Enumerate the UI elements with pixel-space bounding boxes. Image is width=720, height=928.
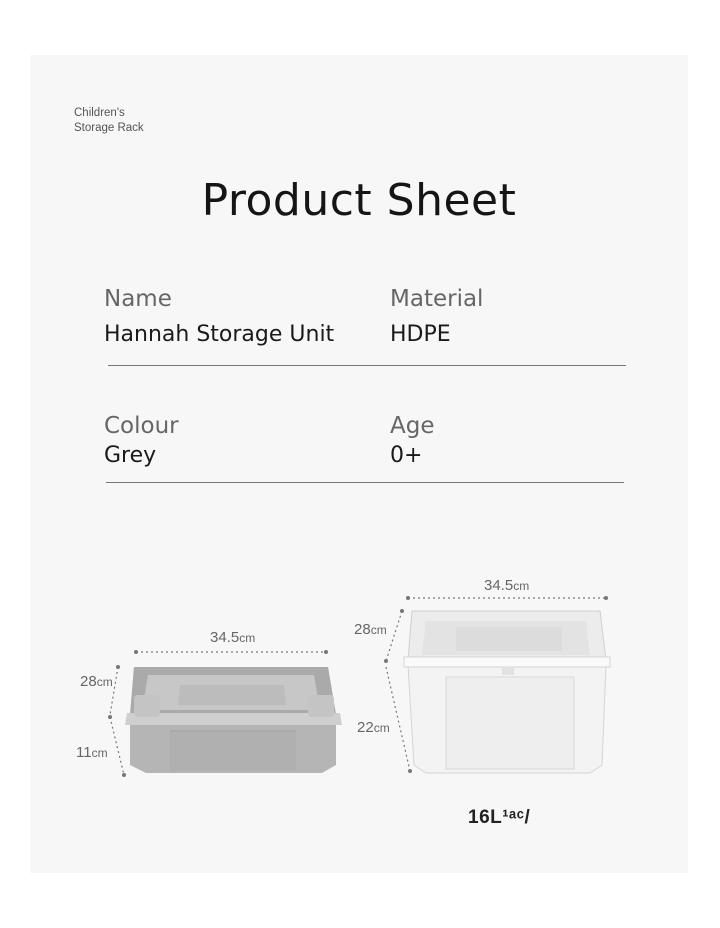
small-box-width-label: 34.5cm bbox=[210, 629, 256, 646]
small-box-top-label: 28cm bbox=[80, 673, 113, 690]
large-box-image bbox=[404, 611, 610, 773]
large-box-width-label: 34.5cm bbox=[484, 577, 530, 594]
field-age-label: Age bbox=[390, 413, 435, 439]
large-box-capacity: 16L¹ᵃᶜ/ bbox=[468, 807, 531, 828]
field-material-label: Material bbox=[390, 286, 484, 312]
large-box-height-label: 22cm bbox=[357, 719, 390, 736]
field-name-value: Hannah Storage Unit bbox=[104, 322, 335, 347]
page-title: Product Sheet bbox=[201, 175, 517, 226]
product-illustration bbox=[30, 55, 688, 873]
field-name-label: Name bbox=[104, 286, 172, 312]
large-box-top-label: 28cm bbox=[354, 621, 387, 638]
field-colour-value: Grey bbox=[104, 443, 157, 468]
brand-line-1: Children's bbox=[74, 107, 125, 119]
product-sheet bbox=[30, 55, 688, 873]
field-age-value: 0+ bbox=[390, 443, 423, 468]
brand-line-2: Storage Rack bbox=[74, 122, 144, 134]
small-box-image bbox=[125, 667, 342, 773]
field-colour-label: Colour bbox=[104, 413, 179, 439]
field-material-value: HDPE bbox=[390, 322, 451, 347]
small-box-height-label: 11cm bbox=[76, 744, 108, 761]
